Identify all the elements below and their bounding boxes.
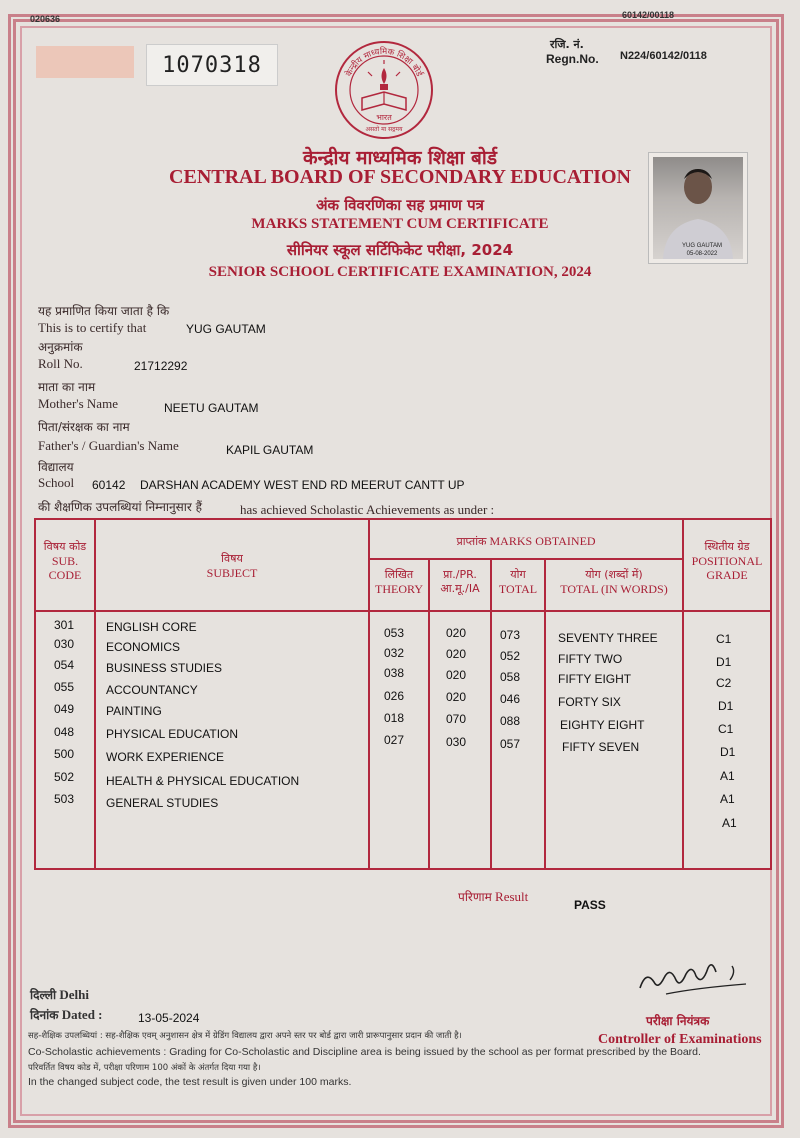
subject-code: 301: [54, 618, 75, 632]
school-name: DARSHAN ACADEMY WEST END RD MEERUT CANTT UP: [140, 478, 465, 492]
divider: [544, 558, 546, 870]
practical-mark: 020: [446, 690, 467, 704]
subject-name: ECONOMICS: [106, 640, 181, 654]
subject-name: ENGLISH CORE: [106, 620, 197, 634]
subject-code: 054: [54, 658, 75, 672]
subject-code: 503: [54, 792, 75, 806]
subject-name: ACCOUNTANCY: [106, 683, 198, 697]
date-label: [30, 1006, 103, 1023]
doc-title-english: MARKS STATEMENT CUM CERTIFICATE: [251, 216, 549, 232]
subject-code: 502: [54, 770, 75, 784]
practical-mark: 020: [446, 626, 467, 640]
total-mark: 052: [500, 649, 521, 663]
total-in-words: EIGHTY EIGHT: [560, 718, 645, 732]
theory-mark: 053: [384, 626, 405, 640]
col-header-theory-hindi: लिखित: [384, 568, 414, 581]
top-serial-right: 60142/00118: [622, 10, 675, 20]
roll-label: Roll No.: [38, 356, 83, 371]
total-in-words: FIFTY EIGHT: [558, 672, 632, 686]
theory-mark: 027: [384, 733, 405, 747]
col-header-words: [546, 568, 682, 596]
practical-mark: 020: [446, 647, 467, 661]
col-header-theory: [370, 568, 428, 596]
grade: A1: [722, 816, 737, 830]
mother-name: NEETU GAUTAM: [164, 401, 259, 415]
col-header-grade-hindi: स्थितीय ग्रेड: [704, 540, 750, 553]
subject-name: HEALTH & PHYSICAL EDUCATION: [106, 774, 300, 788]
grade: C1: [718, 722, 734, 736]
regn-english-label: Regn.No.: [546, 52, 599, 66]
total-mark: 058: [500, 670, 521, 684]
col-header-code-line1: SUB.: [51, 554, 79, 568]
certify-label: This is to certify that: [38, 320, 147, 335]
grade: C1: [716, 632, 732, 646]
col-header-grade-line1: POSITIONAL: [691, 554, 763, 568]
subject-code: 500: [54, 747, 75, 761]
photo-portrait: [653, 157, 743, 259]
grade: A1: [720, 769, 735, 783]
theory-mark: 038: [384, 666, 405, 680]
subject-code: 030: [54, 637, 75, 651]
board-name-hindi: केन्द्रीय माध्यमिक शिक्षा बोर्ड: [303, 147, 497, 169]
col-header-practical: [430, 568, 490, 596]
place-english: Delhi: [59, 987, 90, 1002]
col-header-practical-line2: आ.मू./IA: [440, 582, 480, 595]
cbse-emblem-icon: [332, 38, 436, 142]
grade: A1: [720, 792, 735, 806]
note-changed-code-hindi: परिवर्तित विषय कोड में, परीक्षा परिणाम 100 अंकों के अंतर्गत दिया गया है।: [28, 1063, 261, 1073]
result-label: [458, 888, 528, 905]
svg-text:केन्द्रीय माध्यमिक शिक्षा बोर्: केन्द्रीय माध्यमिक शिक्षा बोर्ड: [344, 46, 424, 79]
col-header-marks-english: MARKS OBTAINED: [489, 534, 596, 548]
certify-hindi: यह प्रमाणित किया जाता है कि: [38, 304, 170, 318]
father-label: Father's / Guardian's Name: [38, 438, 179, 453]
photo-caption-name: YUG GAUTAM: [682, 243, 722, 249]
place-hindi: दिल्ली: [30, 988, 57, 1002]
theory-mark: 032: [384, 646, 405, 660]
regn-label: [546, 38, 599, 66]
board-name-english: CENTRAL BOARD OF SECONDARY EDUCATION: [169, 166, 631, 188]
date-hindi-label: दिनांक: [30, 1008, 59, 1022]
student-name: YUG GAUTAM: [186, 322, 266, 336]
col-header-total-english: TOTAL: [498, 582, 538, 596]
col-header-practical-line1: प्रा./PR.: [443, 568, 477, 581]
col-header-total: [492, 568, 544, 596]
date-english-label: Dated :: [61, 1007, 103, 1022]
photo-caption-date: 05-08-2022: [686, 251, 718, 257]
subject-name: WORK EXPERIENCE: [106, 750, 225, 764]
subject-code: 055: [54, 680, 75, 694]
mother-hindi: माता का नाम: [38, 380, 96, 394]
top-serial-left: 020636: [30, 14, 61, 24]
theory-mark: 026: [384, 689, 405, 703]
total-in-words: FORTY SIX: [558, 695, 621, 709]
total-mark: 057: [500, 737, 521, 751]
controller-title: Controller of Examinations: [598, 1032, 762, 1047]
father-name: KAPIL GAUTAM: [226, 443, 314, 457]
total-mark: 046: [500, 692, 521, 706]
grade: C2: [716, 676, 732, 690]
total-mark: 088: [500, 714, 521, 728]
col-header-subject: [96, 552, 368, 580]
col-header-code: [36, 540, 94, 582]
total-in-words: FIFTY SEVEN: [562, 740, 640, 754]
exam-title-english: SENIOR SCHOOL CERTIFICATE EXAMINATION, 2024: [208, 264, 592, 280]
exam-title-hindi: सीनियर स्कूल सर्टिफिकेट परीक्षा, 2024: [286, 241, 514, 259]
controller-signature: [636, 960, 756, 1000]
total-mark: 073: [500, 628, 521, 642]
col-header-words-hindi: योग (शब्दों में): [585, 568, 643, 581]
note-co-scholastic: Co-Scholastic achievements : Grading for Co-Scholastic and Discipline area is being issued by the school as per format prescribed by the Board.: [28, 1046, 701, 1058]
sticker-label: [36, 46, 134, 78]
roll-number: 21712292: [134, 359, 188, 373]
doc-title-hindi: अंक विवरणिका सह प्रमाण पत्र: [316, 196, 484, 214]
regn-hindi-label: रजि. नं.: [550, 38, 584, 51]
col-header-code-line2: CODE: [48, 568, 82, 582]
school-code: 60142: [92, 478, 126, 492]
student-photo: [648, 152, 748, 264]
col-header-marks: [370, 534, 682, 549]
col-header-grade-line2: GRADE: [706, 568, 748, 582]
col-header-grade: [684, 540, 770, 582]
note-co-scholastic-hindi: सह-शैक्षिक उपलब्धियां : सह-शैक्षिक एवम् अनुशासन क्षेत्र में ग्रेडिंग विद्यालय द्वारा अपने स्तर पर बोर्ड द्वारा जारी प्रारूपानुसार प्रदान की जाती है।: [28, 1031, 462, 1041]
svg-text:भारत: भारत: [376, 113, 392, 122]
result-hindi-label: परिणाम: [458, 890, 492, 904]
svg-text:असतो मा सद्गमय: असतो मा सद्गमय: [365, 126, 403, 133]
father-hindi: पिता/संरक्षक का नाम: [38, 420, 130, 434]
total-in-words: FIFTY TWO: [558, 652, 623, 666]
school-label: School: [38, 475, 75, 490]
achievement-label: has achieved Scholastic Achievements as under :: [240, 502, 495, 517]
subject-name: PHYSICAL EDUCATION: [106, 727, 239, 741]
divider: [368, 558, 682, 560]
subject-name: BUSINESS STUDIES: [106, 661, 223, 675]
result-english-label: Result: [495, 889, 529, 904]
mother-label: Mother's Name: [38, 396, 118, 411]
practical-mark: 030: [446, 735, 467, 749]
note-changed-code: In the changed subject code, the test result is given under 100 marks.: [28, 1076, 352, 1088]
result-value: PASS: [574, 898, 606, 912]
grade: D1: [716, 655, 732, 669]
grade: D1: [718, 699, 734, 713]
subject-code: 048: [54, 725, 75, 739]
school-hindi: विद्यालय: [38, 460, 74, 474]
col-header-total-hindi: योग: [510, 568, 526, 581]
col-header-theory-english: THEORY: [375, 582, 423, 596]
col-header-marks-hindi: प्राप्तांक: [456, 535, 487, 548]
achievement-hindi: की शैक्षणिक उपलब्धियां निम्नानुसार हैं: [38, 500, 202, 514]
subject-name: PAINTING: [106, 704, 162, 718]
serial-number: 1070318: [146, 44, 278, 86]
practical-mark: 020: [446, 668, 467, 682]
grade: D1: [720, 745, 736, 759]
subject-code: 049: [54, 702, 75, 716]
divider: [428, 558, 430, 870]
col-header-words-english: TOTAL (IN WORDS): [560, 582, 668, 596]
place: [30, 986, 89, 1003]
subject-name: GENERAL STUDIES: [106, 796, 219, 810]
col-header-code-hindi: विषय कोड: [43, 540, 87, 553]
theory-mark: 018: [384, 711, 405, 725]
controller-hindi: परीक्षा नियंत्रक: [646, 1014, 710, 1028]
regn-number: N224/60142/0118: [620, 50, 707, 62]
total-in-words: SEVENTY THREE: [558, 631, 658, 645]
divider: [34, 610, 772, 612]
issue-date: 13-05-2024: [138, 1011, 200, 1025]
col-header-subject-english: SUBJECT: [206, 566, 258, 580]
col-header-subject-hindi: विषय: [221, 552, 243, 565]
divider: [490, 558, 492, 870]
practical-mark: 070: [446, 712, 467, 726]
roll-hindi: अनुक्रमांक: [38, 340, 83, 354]
